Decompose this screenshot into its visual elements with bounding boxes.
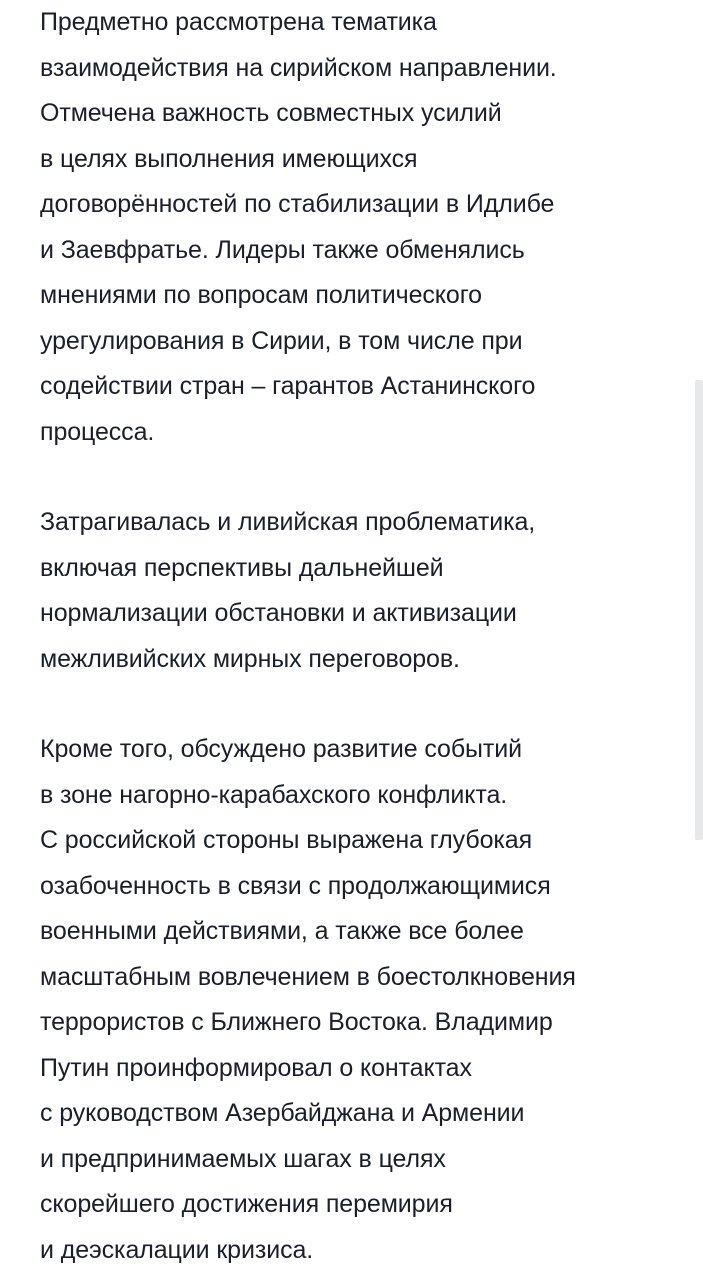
text-line: нормализации обстановки и активизации xyxy=(40,599,517,627)
text-line: межливийских мирных переговоров. xyxy=(40,644,460,673)
text-line: и предпринимаемых шагах в целях xyxy=(40,1144,446,1173)
scrollbar[interactable] xyxy=(695,380,703,840)
text-line: содействии стран – гарантов Астанинского xyxy=(40,372,536,400)
text-line: мнениями по вопросам политического xyxy=(40,281,482,309)
text-line: в зоне нагорно-карабахского конфликта. xyxy=(40,780,508,809)
text-line: озабоченность в связи с продолжающимися xyxy=(40,871,551,900)
text-line: взаимодействия на сирийском направлении. xyxy=(40,53,557,82)
article-body xyxy=(40,0,690,1273)
text-line: с руководством Азербайджана и Армении xyxy=(40,1099,525,1127)
text-line: масштабным вовлечением в боестолкновения xyxy=(40,962,576,991)
text-line: включая перспективы дальнейшей xyxy=(40,553,444,582)
text-line: С российской стороны выражена глубокая xyxy=(40,826,533,854)
paragraph-syria xyxy=(40,0,690,455)
text-line: Кроме того, обсуждено развитие событий xyxy=(40,735,522,763)
text-line: Путин проинформировал о контактах xyxy=(40,1053,472,1082)
text-line: договорённостей по стабилизации в Идлибе xyxy=(40,190,555,218)
text-line: Затрагивалась и ливийская проблематика, xyxy=(40,508,536,536)
text-line: военными действиями, а также все более xyxy=(40,917,524,945)
text-line: и Заевфратье. Лидеры также обменялись xyxy=(40,235,525,264)
text-line: процесса. xyxy=(40,417,155,446)
text-line: Предметно рассмотрена тематика xyxy=(40,8,437,36)
text-line: Отмечена важность совместных усилий xyxy=(40,99,502,127)
paragraph-libya xyxy=(40,500,690,682)
text-line: террористов с Ближнего Востока. Владимир xyxy=(40,1008,553,1036)
text-line: в целях выполнения имеющихся xyxy=(40,144,418,173)
text-line: скорейшего достижения перемирия xyxy=(40,1190,453,1218)
text-line: урегулирования в Сирии, в том числе при xyxy=(40,326,523,355)
paragraph-karabakh xyxy=(40,727,690,1273)
text-line: и деэскалации кризиса. xyxy=(40,1235,314,1264)
